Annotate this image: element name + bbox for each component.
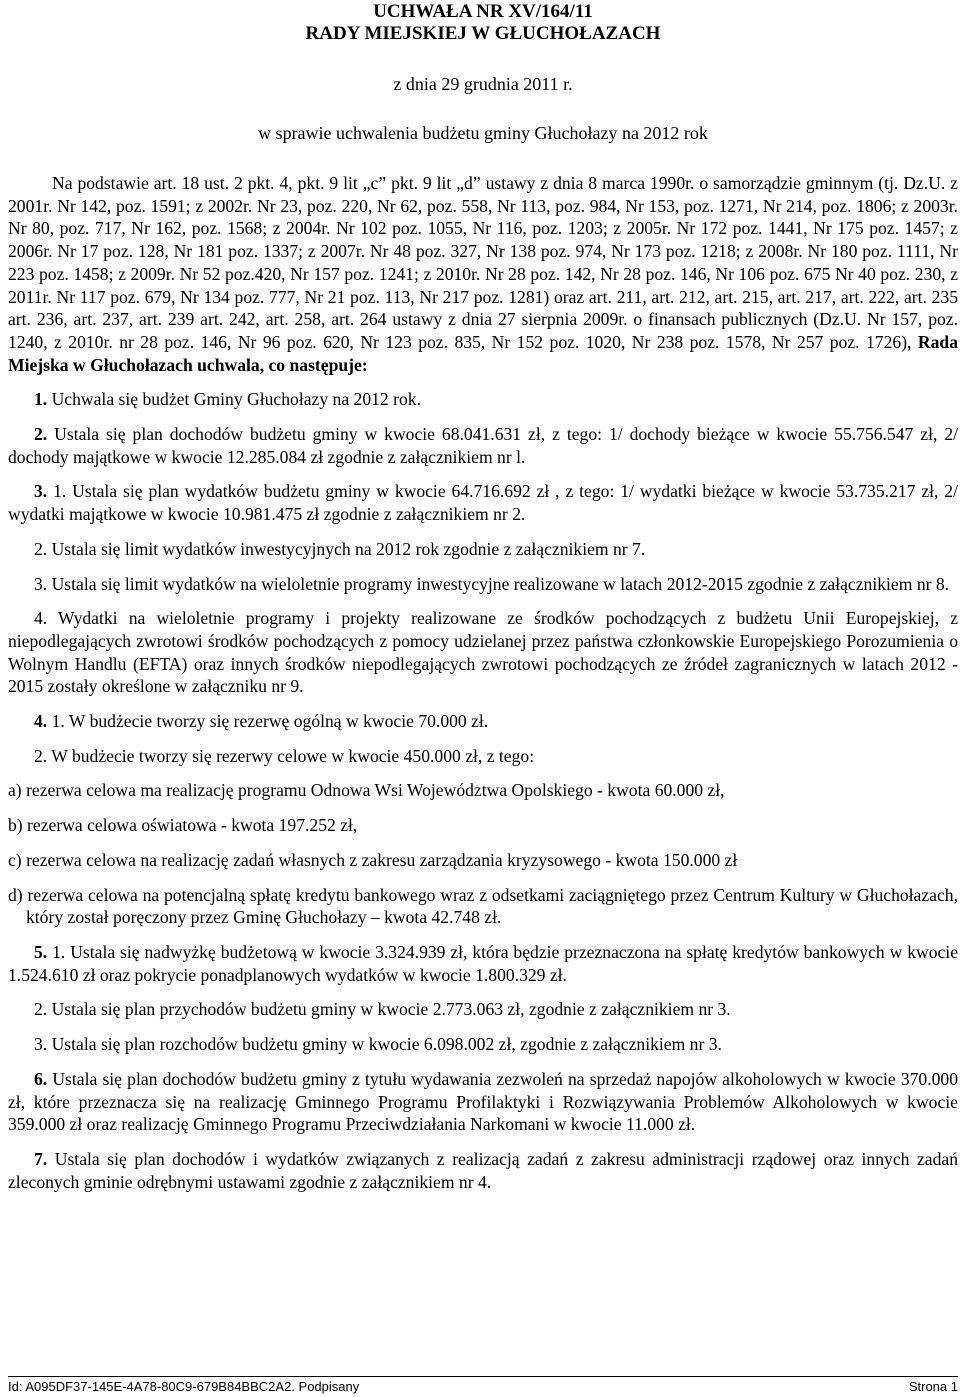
document-id: Id: A095DF37-145E-4A78-80C9-679B84BBC2A2. Podpisany: [8, 1379, 360, 1394]
preamble-text: Na podstawie art. 18 ust. 2 pkt. 4, pkt. 9 lit „c” pkt. 9 lit „d” ustawy z dnia 8 marca 1990r. o samorządzie gminnym (tj. Dz.U. z 2001r. Nr 142, poz. 1591; z 2002r. Nr 23, poz. 220, Nr 62, poz. 558, Nr 113, poz. 984, Nr 153, poz. 1271, Nr 214, poz. 1806; z 2003r. Nr 80, poz. 717, Nr 162, poz. 1568; z 2004r. Nr 102 poz. 1055, Nr 116, poz. 1203; z 2005r. Nr 172 poz. 1441, Nr 175 poz. 1457; z 2006r. Nr 17 poz. 128, Nr 181 poz. 1337; z 2007r. Nr 48 poz. 327, Nr 138 poz. 974, Nr 173 poz. 1218; z 2008r. Nr 180 poz. 1111, Nr 223 poz. 1458; z 2009r. Nr 52 poz.420, Nr 157 poz. 1241; z 2010r. Nr 28 poz. 142, Nr 28 poz. 146, Nr 106 poz. 675 Nr 40 poz. 230, z 2011r. Nr 117 poz. 679, Nr 134 poz. 777, Nr 21 poz. 113, Nr 217 poz. 1281) oraz art. 211, art. 212, art. 215, art. 217, art. 222, art. 235 art. 236, art. 237, art. 239 art. 242, art. 258, art. 264 ustawy z dnia 27 sierpnia 2009r. o finansach publicznych (Dz.U. Nr 157, poz. 1240, z 2010r. nr 28 poz. 146, Nr 96 poz. 620, Nr 123 poz. 835, Nr 152 poz. 1020, Nr 238 poz. 1578, Nr 257 poz. 1726),: [8, 173, 958, 352]
paragraph-3-1: [8, 480, 958, 525]
paragraph-3-4: 4. Wydatki na wieloletnie programy i projekty realizowane ze środków pochodzących z budżetu Unii Europejskiej, z niepodlegających zwrotowi środków pochodzących z pomocy udzielanej przez państwa członkowskie Europejskiego Porozumienia o Wolnym Handlu (EFTA) oraz innych środków niepodlegających zwrotowi pochodzących ze źródeł zagranicznych w latach 2012 - 2015 zostały określone w załączniku nr 9.: [8, 608, 958, 697]
paragraph-5-1: [8, 941, 958, 986]
paragraph-4-2: 2. W budżecie tworzy się rezerwy celowe w kwocie 450.000 zł, z tego:: [34, 745, 535, 766]
paragraph-text: Ustala się plan dochodów i wydatków związanych z realizacją zadań z zakresu administracji rządowej oraz innych zadań zleconych gminie odrębnymi ustawami zgodnie z załącznikiem nr 4.: [8, 1148, 958, 1192]
section-number: 5.: [34, 941, 48, 962]
preamble: [8, 172, 958, 376]
resolution-subject: w sprawie uchwalenia budżetu gminy Głuchołazy na 2012 rok: [258, 123, 708, 143]
paragraph-text: Uchwala się budżet Gminy Głuchołazy na 2012 rok.: [47, 389, 421, 410]
page-number: Strona 1: [908, 1379, 958, 1394]
paragraph-3-3: 3. Ustala się limit wydatków na wieloletnie programy inwestycyjne realizowane w latach 2012-2015 zgodnie z załącznikiem nr 8.: [34, 573, 950, 594]
document-body: [8, 172, 958, 1193]
paragraph-6: [8, 1068, 958, 1136]
section-number: 2.: [34, 424, 48, 445]
page-footer: [8, 1376, 958, 1395]
paragraph-5-2: 2. Ustala się plan przychodów budżetu gminy w kwocie 2.773.063 zł, zgodnie z załącznikiem nr 3.: [34, 999, 731, 1020]
resolution-date: z dnia 29 grudnia 2011 r.: [393, 74, 573, 94]
section-number: 7.: [34, 1148, 48, 1169]
paragraph-text: 1. Ustala się nadwyżkę budżetową w kwocie 3.324.939 zł, która będzie przeznaczona na spłatę kredytów bankowych w kwocie 1.524.610 zł oraz pokrycie ponadplanowych wydatków w kwocie 1.800.329 zł.: [8, 941, 958, 985]
paragraph-5-3: 3. Ustala się plan rozchodów budżetu gminy w kwocie 6.098.002 zł, zgodnie z załącznikiem nr 3.: [34, 1034, 722, 1055]
council-name: RADY MIEJSKIEJ W GŁUCHOŁAZACH: [305, 23, 661, 44]
paragraph-text: 1. W budżecie tworzy się rezerwę ogólną w kwocie 70.000 zł.: [47, 711, 489, 732]
paragraph-3-2: 2. Ustala się limit wydatków inwestycyjnych na 2012 rok zgodnie z załącznikiem nr 7.: [34, 538, 646, 559]
paragraph-7: [8, 1148, 958, 1193]
paragraph-text: 1. Ustala się plan wydatków budżetu gminy w kwocie 64.716.692 zł , z tego: 1/ wydatki bieżące w kwocie 53.735.217 zł, 2/ wydatki majątkowe w kwocie 10.981.475 zł zgodnie z załącznikiem nr 2.: [8, 481, 958, 525]
section-number: 1.: [34, 389, 48, 410]
paragraph-text: Ustala się plan dochodów budżetu gminy w kwocie 68.041.631 zł, z tego: 1/ dochody bieżące w kwocie 55.756.547 zł, 2/ dochody majątkowe w kwocie 12.285.084 zł zgodnie z załącznikiem nr l.: [8, 424, 958, 467]
preamble-bold-tail: Rada Miejska w Głuchołazach uchwala, co następuje:: [8, 331, 958, 375]
reserve-item-d: d) rezerwa celowa na potencjalną spłatę kredytu bankowego wraz z odsetkami zaciągniętego przez Centrum Kultury w Głuchołazach, który został poręczony przez Gminę Głuchołazy – kwota 42.748 zł.: [8, 884, 958, 928]
reserve-item-a: a) rezerwa celowa ma realizację programu Odnowa Wsi Województwa Opolskiego - kwota 60.000 zł,: [8, 780, 725, 801]
paragraph-text: Ustala się plan dochodów budżetu gminy z tytułu wydawania zezwoleń na sprzedaż napojów alkoholowych w kwocie 370.000 zł, które przeznacza się na realizację Gminnego Programu Profilaktyki i Rozwiązywania Problemów Alkoholowych w kwocie 359.000 zł oraz realizację Gminnego Programu Przeciwdziałania Narkomani w kwocie 11.000 zł.: [8, 1068, 958, 1135]
section-number: 3.: [34, 481, 48, 502]
reserve-item-b: b) rezerwa celowa oświatowa - kwota 197.252 zł,: [8, 815, 358, 836]
paragraph-2: [8, 423, 958, 468]
paragraph-1: [8, 388, 958, 411]
paragraph-4-1: [8, 710, 958, 733]
section-number: 6.: [34, 1068, 48, 1089]
reserve-item-c: c) rezerwa celowa na realizację zadań własnych z zakresu zarządzania kryzysowego - kwota 150.000 zł: [8, 849, 738, 870]
section-number: 4.: [34, 711, 48, 732]
resolution-title: UCHWAŁA NR XV/164/11: [373, 1, 593, 22]
